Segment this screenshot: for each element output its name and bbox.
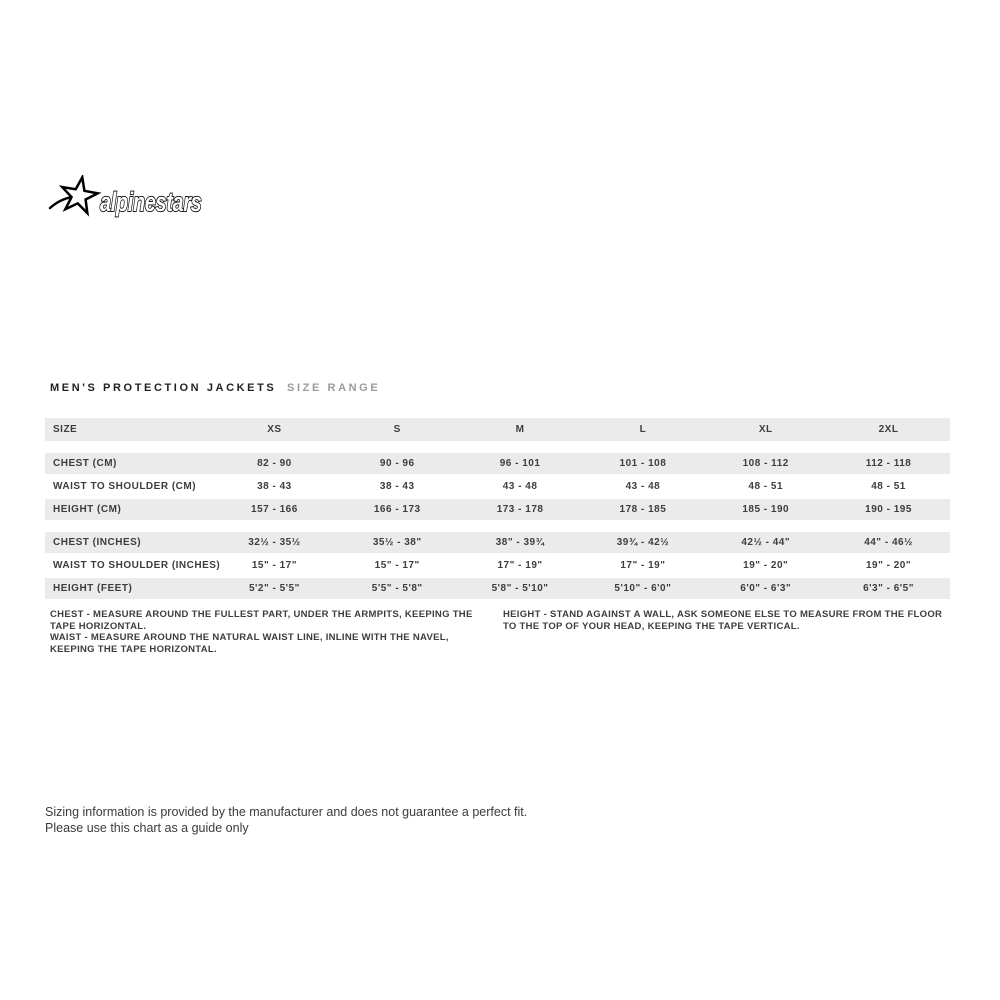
cell-waist-in-m: 17" - 19"	[497, 560, 543, 571]
size-table	[45, 418, 950, 601]
cell-height-ft-l: 5'10" - 6'0"	[614, 583, 672, 594]
table-row-chest-inches	[45, 532, 950, 553]
cell-height-cm-m: 173 - 178	[496, 504, 544, 515]
row-label: HEIGHT (FEET)	[53, 583, 133, 594]
cell-chest-in-xl: 42½ - 44"	[741, 537, 791, 548]
column-header-xl: XL	[758, 424, 773, 435]
cell-height-ft-s: 5'5" - 5'8"	[371, 583, 423, 594]
cell-chest-cm-xl: 108 - 112	[742, 458, 789, 469]
cell-chest-cm-l: 101 - 108	[619, 458, 667, 469]
cell-chest-cm-xs: 82 - 90	[257, 458, 292, 469]
waist-note: WAIST - MEASURE AROUND THE NATURAL WAIST LINE, INLINE WITH THE NAVEL, KEEPING THE TAPE HORIZONTAL.	[50, 632, 449, 655]
cell-height-cm-xs: 157 - 166	[251, 504, 298, 515]
measuring-notes	[50, 609, 950, 655]
table-header-row	[45, 418, 950, 441]
cell-waist-in-2xl: 19" - 20"	[865, 560, 912, 571]
column-header-2xl: 2XL	[878, 424, 899, 435]
cell-chest-cm-2xl: 112 - 118	[865, 458, 912, 469]
alpinestars-logo	[48, 175, 223, 220]
cell-waist-in-xl: 19" - 20"	[743, 560, 789, 571]
table-row-waist-cm	[45, 476, 950, 497]
row-label: WAIST TO SHOULDER (CM)	[53, 481, 197, 492]
page-title-subtitle: SIZE RANGE	[287, 382, 381, 394]
table-row-waist-inches	[45, 555, 950, 576]
column-header-s: S	[393, 424, 401, 435]
page-title-main: MEN'S PROTECTION JACKETS	[50, 382, 277, 394]
cell-height-ft-xs: 5'2" - 5'5"	[248, 583, 300, 594]
cell-height-cm-l: 178 - 185	[619, 504, 667, 515]
table-row-height-feet	[45, 578, 950, 599]
column-header-m: M	[515, 424, 525, 435]
disclaimer-line-1: Sizing information is provided by the manufacturer and does not guarantee a perfect fit.	[45, 805, 528, 819]
measuring-notes-left	[50, 609, 503, 655]
cell-chest-cm-s: 90 - 96	[379, 458, 415, 469]
cell-chest-in-m: 38" - 39¾	[495, 537, 545, 548]
row-label: HEIGHT (CM)	[53, 504, 122, 515]
cell-chest-cm-m: 96 - 101	[499, 458, 541, 469]
cell-chest-in-2xl: 44" - 46½	[864, 537, 913, 548]
disclaimer-line-2: Please use this chart as a guide only	[45, 821, 249, 835]
row-label: WAIST TO SHOULDER (INCHES)	[53, 560, 221, 571]
cell-chest-in-l: 39¾ - 42½	[616, 537, 670, 548]
cell-height-ft-2xl: 6'3" - 6'5"	[863, 583, 914, 594]
page-title	[50, 382, 380, 394]
chest-note: CHEST - MEASURE AROUND THE FULLEST PART, UNDER THE ARMPITS, KEEPING THE TAPE HORIZONTAL.	[50, 609, 473, 632]
measuring-notes-right	[503, 609, 950, 655]
row-label: CHEST (INCHES)	[53, 537, 142, 548]
cell-height-ft-m: 5'8" - 5'10"	[491, 583, 549, 594]
cell-waist-in-s: 15" - 17"	[374, 560, 420, 571]
cell-waist-cm-xs: 38 - 43	[257, 481, 292, 492]
disclaimer	[45, 804, 527, 836]
column-header-size: SIZE	[53, 424, 78, 435]
row-label: CHEST (CM)	[53, 458, 117, 469]
cell-height-cm-2xl: 190 - 195	[865, 504, 912, 515]
cell-waist-cm-xl: 48 - 51	[748, 481, 784, 492]
column-header-l: L	[639, 424, 647, 435]
cell-height-cm-xl: 185 - 190	[742, 504, 790, 515]
cell-chest-in-s: 35½ - 38"	[372, 537, 422, 548]
cell-waist-cm-2xl: 48 - 51	[871, 481, 906, 492]
table-row-height-cm	[45, 499, 950, 520]
table-row-chest-cm	[45, 453, 950, 474]
metric-rows-group	[45, 453, 950, 520]
cell-height-ft-xl: 6'0" - 6'3"	[740, 583, 792, 594]
cell-waist-in-xs: 15" - 17"	[251, 560, 297, 571]
cell-waist-cm-s: 38 - 43	[379, 481, 415, 492]
cell-height-cm-s: 166 - 173	[373, 504, 421, 515]
alpinestars-wordmark: alpinestars	[100, 187, 202, 218]
imperial-rows-group	[45, 532, 950, 599]
cell-waist-cm-m: 43 - 48	[502, 481, 538, 492]
alpinestars-star-icon	[50, 177, 98, 213]
height-note: HEIGHT - STAND AGAINST A WALL, ASK SOMEONE ELSE TO MEASURE FROM THE FLOOR TO THE TOP OF YOUR HEAD, KEEPING THE TAPE VERTICAL.	[503, 609, 943, 632]
cell-chest-in-xs: 32½ - 35½	[248, 537, 301, 548]
column-header-xs: XS	[267, 424, 282, 435]
cell-waist-cm-l: 43 - 48	[625, 481, 661, 492]
cell-waist-in-l: 17" - 19"	[620, 560, 666, 571]
